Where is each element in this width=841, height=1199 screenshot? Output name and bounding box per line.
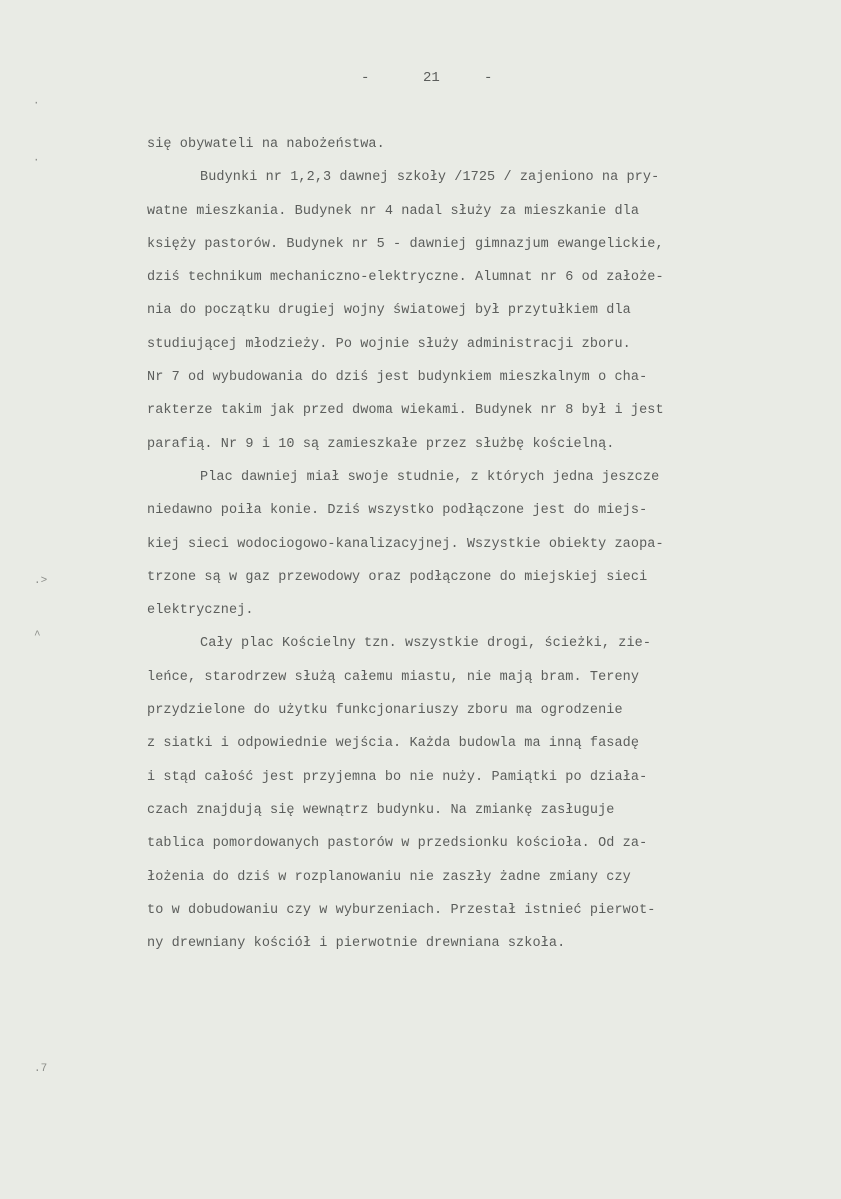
text-line: ny drewniany kościół i pierwotnie drewniana szkoła. bbox=[147, 936, 566, 952]
text-line: to w dobudowaniu czy w wyburzeniach. Przestał istnieć pierwot- bbox=[147, 902, 656, 918]
text-line: nia do początku drugiej wojny światowej był przytułkiem dla bbox=[147, 303, 631, 319]
text-line: rakterze takim jak przed dwoma wiekami. Budynek nr 8 był i jest bbox=[147, 403, 664, 419]
paragraph-first-line: Cały plac Kościelny tzn. wszystkie drogi, ścieżki, zie- bbox=[200, 636, 652, 652]
paragraph-first-line: Budynki nr 1,2,3 dawnej szkoły /1725 / zajeniono na pry- bbox=[200, 170, 660, 186]
text-line: łożenia do dziś w rozplanowaniu nie zaszły żadne zmiany czy bbox=[147, 869, 631, 885]
text-line: Nr 7 od wybudowania do dziś jest budynkiem mieszkalnym o cha- bbox=[147, 370, 648, 386]
scan-speck: · bbox=[33, 155, 40, 167]
text-line: z siatki i odpowiednie wejścia. Każda budowla ma inną fasadę bbox=[147, 736, 640, 752]
text-line: kiej sieci wodociogowo-kanalizacyjnej. Wszystkie obiekty zaopa- bbox=[147, 536, 664, 552]
scan-speck: ^ bbox=[34, 630, 41, 642]
scan-speck: · bbox=[33, 98, 40, 110]
text-line: watne mieszkania. Budynek nr 4 nadal służy za mieszkanie dla bbox=[147, 203, 640, 219]
scan-speck: .7 bbox=[34, 1063, 48, 1075]
text-line: się obywateli na nabożeństwa. bbox=[147, 137, 385, 152]
text-line: dziś technikum mechaniczno-elektryczne. Alumnat nr 6 od założe- bbox=[147, 270, 664, 286]
text-line: przydzielone do użytku funkcjonariuszy zboru ma ogrodzenie bbox=[147, 703, 623, 719]
text-line: czach znajdują się wewnątrz budynku. Na zmiankę zasługuje bbox=[147, 802, 615, 818]
document-body bbox=[147, 134, 787, 966]
text-line: elektrycznej. bbox=[147, 603, 254, 619]
text-line: księży pastorów. Budynek nr 5 - dawniej gimnazjum ewangelickie, bbox=[147, 236, 664, 252]
text-line: trzone są w gaz przewodowy oraz podłączone do miejskiej sieci bbox=[147, 569, 648, 585]
text-line: leńce, starodrzew służą całemu miastu, nie mają bram. Tereny bbox=[147, 669, 640, 685]
text-line: i stąd całość jest przyjemna bo nie nuży. Pamiątki po działa- bbox=[147, 769, 648, 785]
text-line: studiującej młodzieży. Po wojnie służy administracji zboru. bbox=[147, 336, 631, 352]
text-line: parafią. Nr 9 i 10 są zamieszkałe przez służbę kościelną. bbox=[147, 436, 615, 452]
page-number-dash-right: - bbox=[484, 70, 493, 86]
page-number-value: 21 bbox=[423, 70, 440, 86]
page-number-dash-left: - bbox=[361, 70, 370, 86]
text-line: niedawno poiła konie. Dziś wszystko podłączone jest do miejs- bbox=[147, 503, 648, 519]
paragraph-first-line: Plac dawniej miał swoje studnie, z których jedna jeszcze bbox=[200, 469, 660, 485]
text-line: tablica pomordowanych pastorów w przedsionku kościoła. Od za- bbox=[147, 836, 648, 852]
scan-speck: .> bbox=[34, 575, 48, 587]
